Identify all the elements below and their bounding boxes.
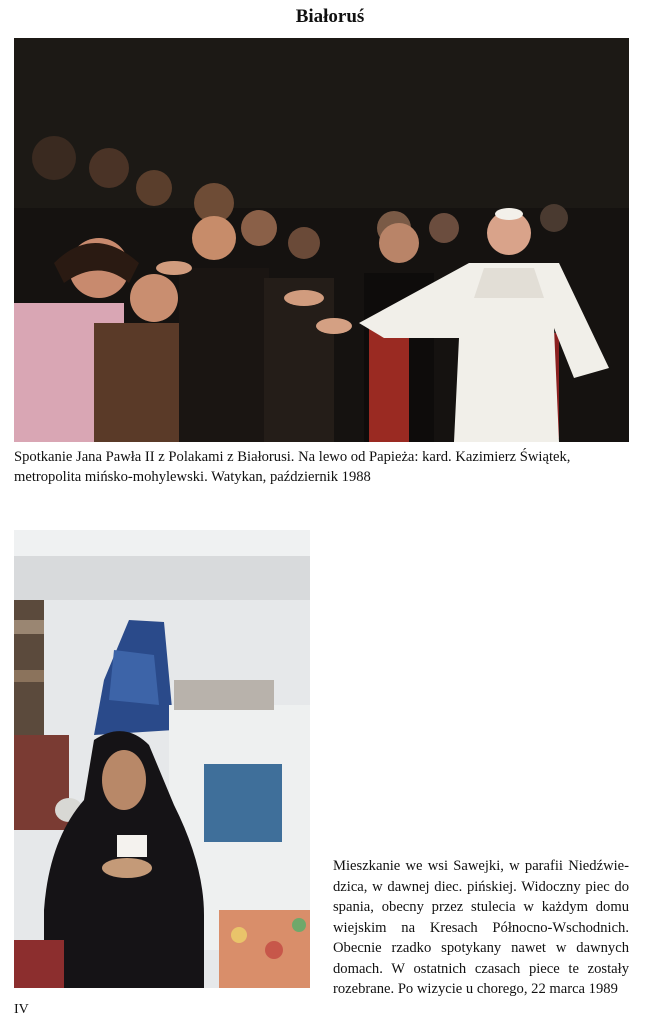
page-title: Białoruś (295, 6, 365, 27)
caption-line: dzica, w dawnej diec. pińskiej. Widoczny piec do (333, 878, 629, 895)
caption-line: spania, obecny przez stulecia w każdym domu (333, 899, 629, 915)
caption-line: Obecnie rzadko spotykany nawet w dawnych (333, 940, 629, 956)
caption-line: wiejskim na Kresach Północno-Wschodnich. (333, 919, 629, 936)
caption-line: Spotkanie Jana Pawła II z Polakami z Białorusi. Na lewo od Papieża: kard. Kazimierz Świątek, (14, 449, 571, 465)
caption-line: domach. W ostatnich czasach piece te zostały (333, 960, 629, 977)
page-number: IV (14, 1002, 29, 1017)
caption-line: Mieszkanie we wsi Sawejki, w parafii Niedźwie- (333, 858, 629, 874)
caption-line: metropolita mińsko-mohylewski. Watykan, październik 1988 (14, 469, 371, 485)
bottom-photo-caption (333, 856, 629, 1000)
papal-audience-photo (14, 38, 629, 442)
village-interior-photo (14, 530, 310, 988)
top-photo-caption (14, 447, 634, 487)
caption-line: rozebrane. Po wizycie u chorego, 22 marca 1989 (333, 981, 618, 997)
